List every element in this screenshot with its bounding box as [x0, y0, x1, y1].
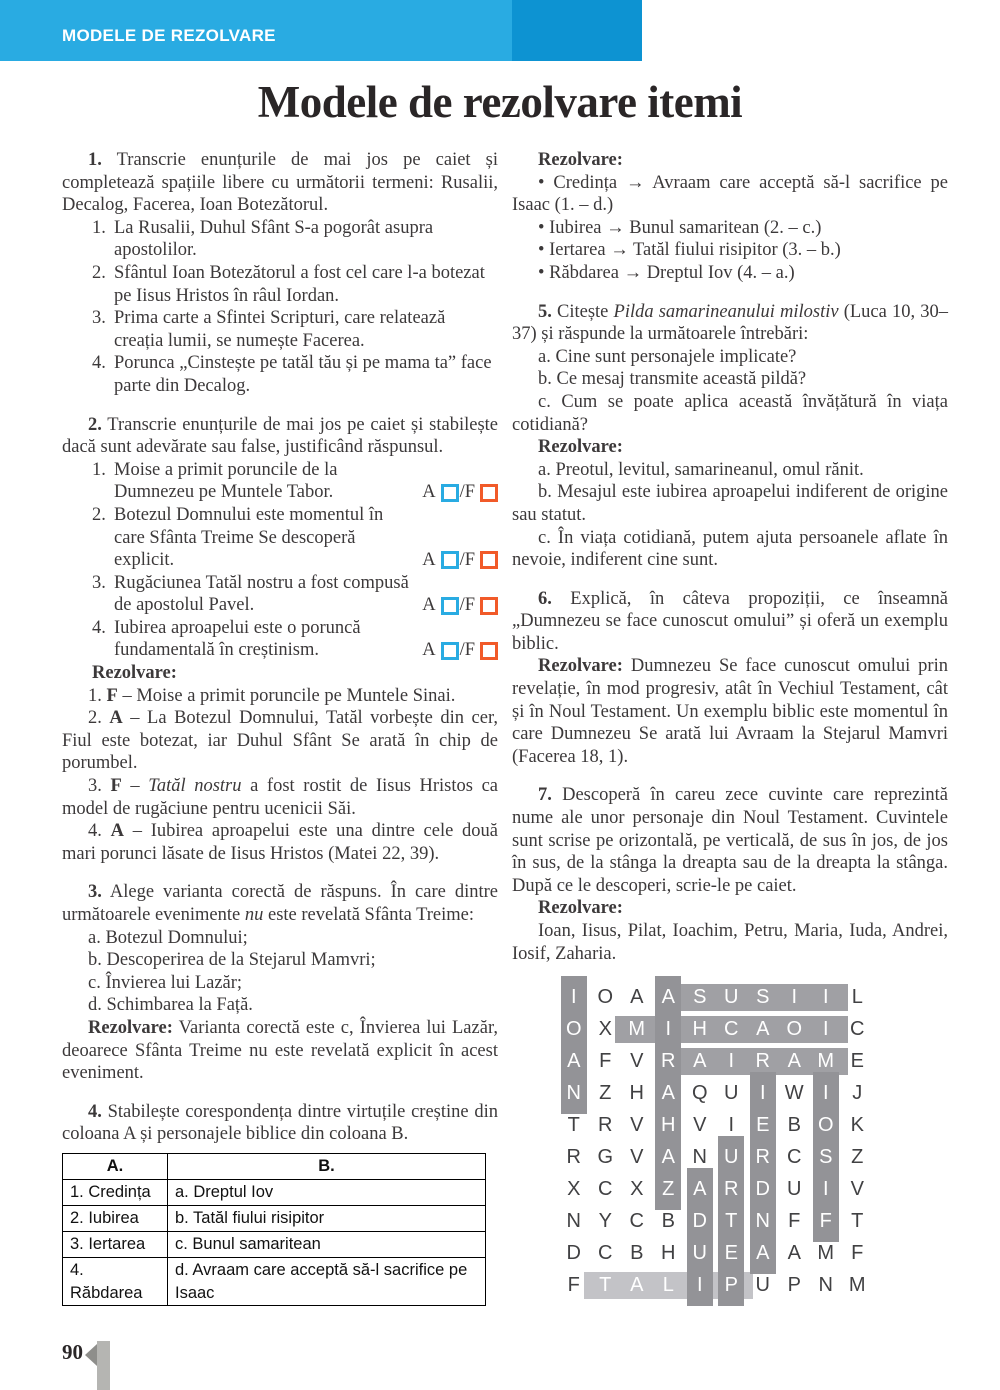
- section-5-intro: 5. Citește Pilda samarineanului milostiv (Luca 10, 30–37) și răspunde la următoarele întrebări:: [512, 301, 948, 345]
- grid-letter: E: [724, 1242, 738, 1265]
- grid-letter: D: [692, 1210, 707, 1233]
- checkbox-false-icon: [480, 597, 498, 615]
- true-false-marker: [422, 481, 498, 504]
- grid-letter: V: [693, 1114, 707, 1137]
- section-number: 2.: [88, 414, 102, 435]
- rezolvare-label: Rezolvare:: [538, 437, 623, 458]
- item-number: 4.: [92, 617, 106, 638]
- item-text: Iubirea aproapelui este o poruncă fundamentală în creștinism.: [114, 617, 361, 661]
- grid-letter: A: [661, 986, 675, 1009]
- grid-letter: I: [822, 986, 829, 1009]
- true-label: A: [422, 482, 436, 503]
- option-b: b. Descoperirea de la Stejarul Mamvri;: [88, 950, 376, 971]
- item-text: Sfântul Ioan Botezătorul a fost cel care l-a botezat pe Iisus Hristos în râul Iordan.: [114, 262, 485, 306]
- grid-letter: J: [852, 1082, 863, 1105]
- grid-letter: H: [692, 1018, 707, 1041]
- grid-letter: S: [756, 986, 770, 1009]
- grid-letter: F: [567, 1274, 580, 1297]
- rezolvare-label: Rezolvare:: [538, 898, 623, 919]
- grid-letter: X: [567, 1178, 581, 1201]
- header-label: MODELE DE REZOLVARE: [62, 26, 276, 45]
- answer-line: 3. F – Tatăl nostru a fost rostit de Iisus Hristos ca model de rugăciune pentru ucenicii Săi.: [62, 776, 498, 819]
- grid-letter: N: [566, 1082, 581, 1105]
- grid-letter: C: [724, 1018, 739, 1041]
- grid-letter: N: [692, 1146, 707, 1169]
- grid-letter: B: [787, 1114, 801, 1137]
- grid-letter: M: [628, 1018, 646, 1041]
- left-column: [62, 149, 498, 1322]
- grid-letter: A: [756, 1018, 770, 1041]
- grid-letter: U: [724, 1082, 739, 1105]
- section-4: [62, 1101, 498, 1306]
- right-column: [512, 149, 948, 1322]
- answer-b: b. Mesajul este iubirea aproapelui indiferent de origine sau statut.: [512, 482, 948, 525]
- grid-letter: E: [756, 1114, 770, 1137]
- false-label: /F: [459, 640, 475, 661]
- false-label: /F: [459, 482, 475, 503]
- grid-letter: I: [728, 1050, 735, 1073]
- rezolvare-text: Rezolvare: Varianta corectă este c, Învierea lui Lazăr, deoarece Sfânta Treime nu este revelată explicit în acest eveniment.: [62, 1017, 498, 1084]
- table-row: 1. Credința a. Dreptul Iov: [63, 1179, 486, 1205]
- bullet-line: • Iubirea → Bunul samaritean (2. – c.): [538, 217, 822, 238]
- true-false-item: [92, 617, 498, 662]
- item-number: 2.: [92, 504, 106, 525]
- list-item: [92, 217, 498, 262]
- table-row: 3. Iertarea c. Bunul samaritean: [63, 1231, 486, 1257]
- rezolvare-label: Rezolvare:: [92, 663, 177, 684]
- grid-letter: A: [661, 1082, 675, 1105]
- grid-letter: L: [851, 986, 863, 1009]
- item-number: 4.: [92, 353, 106, 374]
- grid-letter: A: [693, 1178, 707, 1201]
- checkbox-true-icon: [441, 597, 459, 615]
- page-title: Modele de rezolvare itemi: [257, 77, 743, 127]
- grid-letter: Z: [599, 1082, 612, 1105]
- grid-letter: T: [851, 1210, 864, 1233]
- checkbox-true-icon: [441, 484, 459, 502]
- grid-letter: C: [598, 1242, 613, 1265]
- grid-letter: A: [756, 1242, 770, 1265]
- grid-letter: V: [630, 1114, 644, 1137]
- true-false-item: [92, 572, 498, 617]
- grid-letter: D: [566, 1242, 581, 1265]
- grid-letter: P: [787, 1274, 801, 1297]
- item-number: 3.: [92, 308, 106, 329]
- grid-letter: I: [822, 1178, 829, 1201]
- true-false-item: [92, 504, 498, 572]
- true-label: A: [422, 595, 436, 616]
- grid-letter: L: [662, 1274, 674, 1297]
- item-number: 1.: [92, 217, 106, 238]
- item-text: Prima carte a Sfintei Scripturi, care relatează creația lumii, se numește Facerea.: [114, 308, 446, 351]
- grid-letter: M: [848, 1274, 866, 1297]
- grid-letter: A: [787, 1050, 801, 1073]
- table-header-a: A.: [63, 1153, 168, 1179]
- grid-letter: R: [598, 1114, 613, 1137]
- grid-letter: C: [787, 1146, 802, 1169]
- item-text: Porunca „Cinstește pe tatăl tău și pe mama ta” face parte din Decalog.: [114, 353, 492, 396]
- grid-letter: A: [630, 1274, 644, 1297]
- option-a: a. Botezul Domnului;: [88, 927, 248, 948]
- rezolvare-label: Rezolvare:: [538, 150, 623, 170]
- section-number: 1.: [88, 150, 102, 170]
- section-4-intro: 4. Stabilește corespondența dintre virtuțile creștine din coloana A și personajele biblice din coloana B.: [62, 1101, 498, 1145]
- list-item: [92, 307, 498, 352]
- word-search-grid: [558, 981, 874, 1303]
- question-a: a. Cine sunt personajele implicate?: [538, 346, 797, 367]
- section-4-rezolvare: [512, 149, 948, 285]
- item-text: Moise a primit poruncile de la Dumnezeu pe Muntele Tabor.: [114, 459, 338, 503]
- grid-letter: X: [630, 1178, 644, 1201]
- grid-letter: A: [787, 1242, 801, 1265]
- answer-line: 2. A – La Botezul Domnului, Tatăl vorbește din cer, Fiul este botezat, iar Duhul Sfânt Se arată în chip de porumbel.: [62, 708, 498, 774]
- section-6-intro: 6. Explică, în câteva propoziții, ce înseamnă „Dumnezeu se face cunoscut omului” și oferă un exemplu biblic.: [512, 588, 948, 654]
- true-label: A: [422, 550, 436, 571]
- grid-letter: H: [629, 1082, 644, 1105]
- grid-letter: I: [570, 986, 577, 1009]
- grid-letter: V: [850, 1178, 864, 1201]
- grid-letter: F: [788, 1210, 801, 1233]
- grid-letter: I: [791, 986, 798, 1009]
- answer-c: c. În viața cotidiană, putem ajuta persoanele aflate în nevoie, indiferent cine sunt.: [512, 527, 948, 571]
- grid-letter: S: [819, 1146, 833, 1169]
- grid-letter: X: [598, 1018, 612, 1041]
- false-label: /F: [459, 550, 475, 571]
- grid-letter: U: [724, 986, 739, 1009]
- grid-letter: R: [755, 1146, 770, 1169]
- grid-letter: I: [728, 1114, 735, 1137]
- grid-letter: V: [630, 1146, 644, 1169]
- true-false-marker: [422, 594, 498, 617]
- grid-letter: W: [784, 1082, 804, 1105]
- grid-letter: K: [850, 1114, 864, 1137]
- section-3: [62, 881, 498, 1084]
- section-1-intro: [62, 149, 498, 217]
- grid-letter: T: [725, 1210, 738, 1233]
- grid-letter: M: [817, 1242, 835, 1265]
- grid-letter: R: [661, 1050, 676, 1073]
- grid-letter: A: [693, 1050, 707, 1073]
- checkbox-false-icon: [480, 642, 498, 660]
- grid-letter: U: [724, 1146, 739, 1169]
- ribbon-triangle-icon: [85, 1344, 97, 1366]
- item-text: La Rusalii, Duhul Sfânt S-a pogorât asupra apostolilor.: [114, 217, 434, 261]
- grid-letter: U: [787, 1178, 802, 1201]
- true-false-marker: [422, 549, 498, 572]
- grid-letter: Y: [598, 1210, 612, 1233]
- item-number: 3.: [92, 572, 106, 593]
- list-item: [92, 262, 498, 307]
- section-7-intro: 7. Descoperă în careu zece cuvinte care reprezintă nume ale unor personaje din Noul Testament. Cuvintele sunt scrise pe orizontală, pe verticală, de sus în jos, de jos în sus, de la stânga la dreapta sau de la dreapta la stânga. După ce le descoperi, scrie-le pe caiet.: [512, 785, 948, 896]
- grid-letter: H: [661, 1114, 676, 1137]
- section-5: [512, 301, 948, 572]
- grid-letter: C: [629, 1210, 644, 1233]
- grid-letter: O: [817, 1114, 834, 1137]
- grid-letter: C: [850, 1018, 865, 1041]
- grid-letter: B: [630, 1242, 644, 1265]
- grid-letter: A: [661, 1146, 675, 1169]
- grid-letter: I: [665, 1018, 672, 1041]
- content-columns: [62, 149, 948, 1322]
- grid-letter: R: [724, 1178, 739, 1201]
- grid-letter: O: [565, 1018, 582, 1041]
- page-number: 90: [62, 1340, 83, 1364]
- answer-a: a. Preotul, levitul, samarineanul, omul rănit.: [538, 459, 864, 480]
- grid-letter: N: [566, 1210, 581, 1233]
- section-3-intro: 3. Alege varianta corectă de răspuns. În care dintre următoarele evenimente nu este revelată Sfânta Treime:: [62, 882, 498, 925]
- section-text: Transcrie enunțurile de mai jos pe caiet și completează spațiile libere cu următorii termeni: Rusalii, Decalog, Facerea, Ioan Botezătorul.: [62, 150, 498, 216]
- question-b: b. Ce mesaj transmite această pildă?: [538, 369, 807, 390]
- match-table: [62, 1153, 486, 1306]
- grid-letter: Q: [691, 1082, 708, 1105]
- grid-letter: F: [599, 1050, 612, 1073]
- grid-letter: I: [822, 1018, 829, 1041]
- grid-letter: N: [818, 1274, 833, 1297]
- rezolvare-text: Rezolvare: Dumnezeu Se face cunoscut omului prin revelație, în mod progresiv, atât în Vechiul Testament, cât și în Noul Testament. Un exemplu biblic este momentul în care Dumnezeu Se arată lui Avraam la Stejarul Mamvri (Facerea 18, 1).: [512, 656, 948, 767]
- answer-line: 1. F – Moise a primit poruncile pe Muntele Sinai.: [88, 685, 456, 706]
- table-header-b: B.: [168, 1153, 486, 1179]
- grid-letter: F: [819, 1210, 832, 1233]
- false-label: /F: [459, 595, 475, 616]
- grid-letter: H: [661, 1242, 676, 1265]
- grid-letter: R: [755, 1050, 770, 1073]
- grid-letter: Z: [662, 1178, 675, 1201]
- grid-letter: Z: [851, 1146, 864, 1169]
- grid-letter: I: [759, 1082, 766, 1105]
- table-row: 4. Răbdarea d. Avraam care acceptă să-l sacrifice pe Isaac: [63, 1257, 486, 1305]
- grid-letter: S: [693, 986, 707, 1009]
- item-number: 2.: [92, 262, 106, 283]
- section-text: Transcrie enunțurile de mai jos pe caiet și stabilește dacă sunt adevărate sau false, justificând răspunsul.: [62, 414, 498, 458]
- grid-letter: U: [755, 1274, 770, 1297]
- grid-letter: I: [696, 1274, 703, 1297]
- grid-letter: G: [597, 1146, 614, 1169]
- grid-letter: F: [851, 1242, 864, 1265]
- true-false-marker: [422, 639, 498, 662]
- section-2-intro: [62, 414, 498, 459]
- grid-letter: U: [692, 1242, 707, 1265]
- checkbox-false-icon: [480, 484, 498, 502]
- section-2: [62, 414, 498, 866]
- grid-letter: E: [850, 1050, 864, 1073]
- bullet-line: • Răbdarea → Dreptul Iov (4. – a.): [538, 262, 795, 283]
- table-row: 2. Iubirea b. Tatăl fiului risipitor: [63, 1205, 486, 1231]
- grid-letter: R: [566, 1146, 581, 1169]
- grid-letter: T: [567, 1114, 580, 1137]
- checkbox-true-icon: [441, 551, 459, 569]
- grid-letter: V: [630, 1050, 644, 1073]
- grid-letter: T: [599, 1274, 612, 1297]
- grid-letter: M: [817, 1050, 835, 1073]
- true-false-item: [92, 459, 498, 504]
- grid-letter: A: [567, 1050, 581, 1073]
- item-text: Rugăciunea Tatăl nostru a fost compusă de apostolul Pavel.: [114, 572, 409, 616]
- section-1: [62, 149, 498, 398]
- header-accent-block: [512, 0, 642, 61]
- answer-line: 4. A – Iubirea aproapelui este una dintre cele două mari porunci lăsate de Iisus Hristos (Matei 22, 39).: [62, 821, 498, 864]
- checkbox-false-icon: [480, 551, 498, 569]
- question-c: c. Cum se poate aplica această învățătură în viața cotidiană?: [512, 391, 948, 435]
- grid-letter: N: [755, 1210, 770, 1233]
- true-label: A: [422, 640, 436, 661]
- grid-letter: B: [661, 1210, 675, 1233]
- item-number: 1.: [92, 459, 106, 480]
- grid-letter: I: [822, 1082, 829, 1105]
- option-d: d. Schimbarea la Față.: [88, 995, 253, 1016]
- item-text: Botezul Domnului este momentul în care Sfânta Treime Se descoperă explicit.: [114, 504, 384, 571]
- names-list: Ioan, Iisus, Pilat, Ioachim, Petru, Maria, Iuda, Andrei, Iosif, Zaharia.: [512, 921, 948, 964]
- grid-letter: O: [597, 986, 614, 1009]
- bullet-line: • Credința → Avraam care acceptă să-l sacrifice pe Isaac (1. – d.): [512, 172, 948, 216]
- checkbox-true-icon: [441, 642, 459, 660]
- grid-letter: D: [755, 1178, 770, 1201]
- grid-letter: O: [786, 1018, 803, 1041]
- footer-ribbon: [97, 1341, 110, 1390]
- section-6: [512, 588, 948, 769]
- list-item: [92, 352, 498, 397]
- grid-letter: P: [724, 1274, 738, 1297]
- bullet-line: • Iertarea → Tatăl fiului risipitor (3. – b.): [538, 240, 841, 261]
- grid-letter: C: [598, 1178, 613, 1201]
- table-header-row: [63, 1153, 486, 1179]
- option-c: c. Învierea lui Lazăr;: [88, 972, 243, 993]
- grid-letter: A: [630, 986, 644, 1009]
- section-7: [512, 784, 948, 965]
